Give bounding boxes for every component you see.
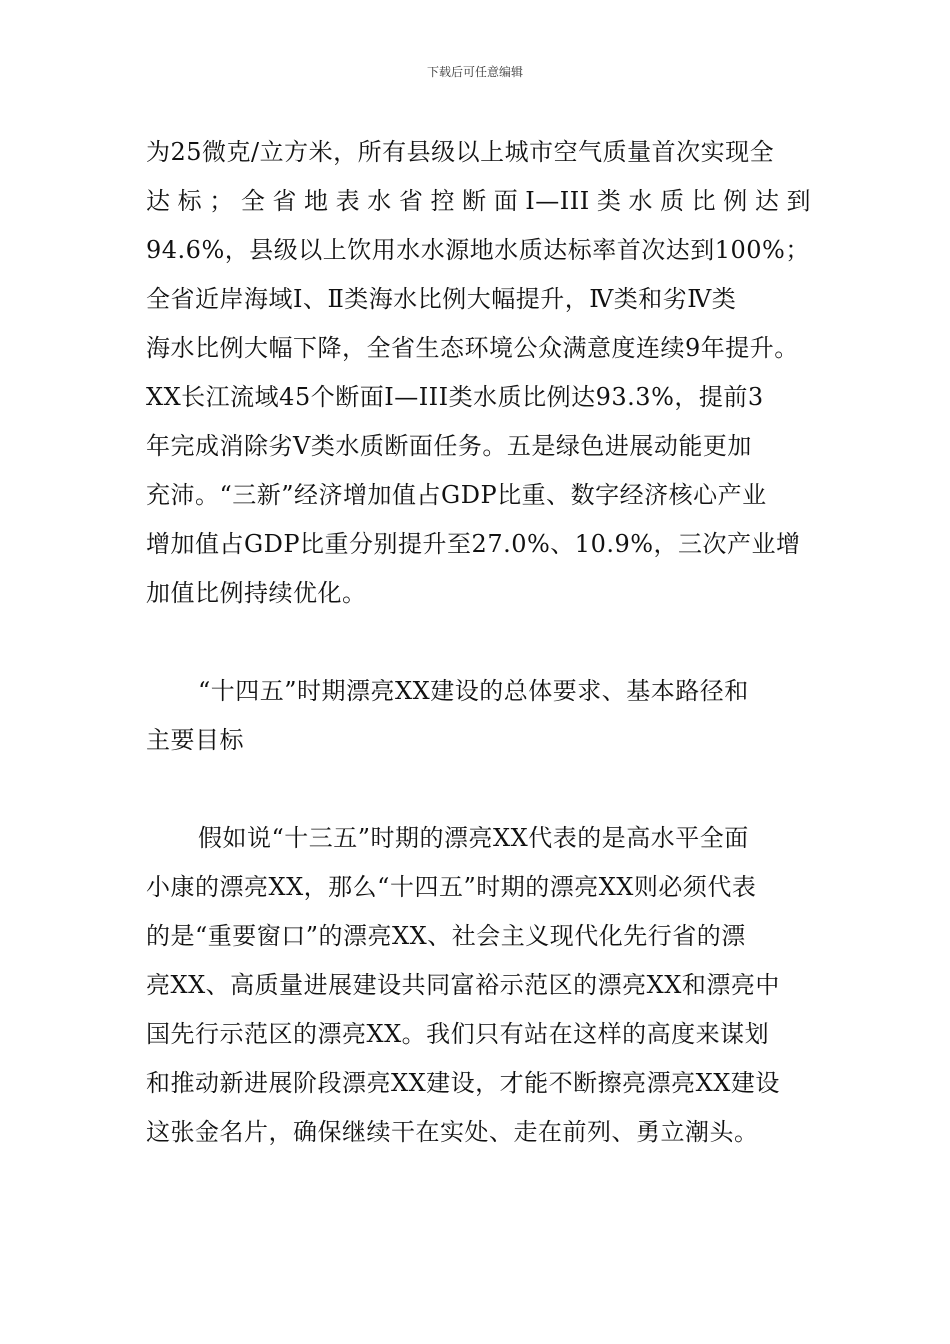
text-line: 94.6%，县级以上饮用水水源地水质达标率首次达到100%； [146, 236, 810, 264]
text-line: 充沛。“三新”经济增加值占GDP比重、数字经济核心产业 [146, 481, 767, 509]
text-line: 海水比例大幅下降，全省生态环境公众满意度连续9年提升。 [146, 334, 799, 362]
text-line: 为25微克/立方米，所有县级以上城市空气质量首次实现全 [146, 138, 775, 166]
text-line: 全省近岸海域Ⅰ、Ⅱ类海水比例大幅提升，Ⅳ类和劣Ⅳ类 [146, 285, 737, 313]
paragraph-spacer [146, 618, 811, 667]
text-line: 加值比例持续优化。 [146, 579, 367, 607]
section-heading [146, 667, 811, 765]
text-line: XX长江流域45个断面I—III类水质比例达93.3%，提前3 [146, 383, 764, 411]
paragraph-spacer [146, 765, 811, 814]
text-line: 亮XX、高质量进展建设共同富裕示范区的漂亮XX和漂亮中 [146, 971, 780, 999]
text-line: 的是“重要窗口”的漂亮XX、社会主义现代化先行省的漂 [146, 922, 746, 950]
text-line: 这张金名片，确保继续干在实处、走在前列、勇立潮头。 [146, 1118, 759, 1146]
text-line: 增加值占GDP比重分别提升至27.0%、10.9%，三次产业增 [146, 530, 801, 558]
paragraph-achievements [146, 128, 811, 618]
text-line: 假如说“十三五”时期的漂亮XX代表的是高水平全面 [198, 824, 749, 852]
text-line: 达标；全省地表水省控断面I—III类水质比例达到 [146, 187, 811, 215]
document-body [146, 128, 811, 1157]
text-line: 国先行示范区的漂亮XX。我们只有站在这样的高度来谋划 [146, 1020, 770, 1048]
text-line: 小康的漂亮XX，那么“十四五”时期的漂亮XX则必须代表 [146, 873, 757, 901]
paragraph-overview [146, 814, 811, 1157]
text-line: 和推动新进展阶段漂亮XX建设，才能不断擦亮漂亮XX建设 [146, 1069, 780, 1097]
heading-line: 主要目标 [146, 726, 244, 754]
text-line: 年完成消除劣Ⅴ类水质断面任务。五是绿色进展动能更加 [146, 432, 752, 460]
heading-line: “十四五”时期漂亮XX建设的总体要求、基本路径和 [198, 677, 749, 705]
page-header: 下载后可任意编辑 [426, 65, 523, 79]
